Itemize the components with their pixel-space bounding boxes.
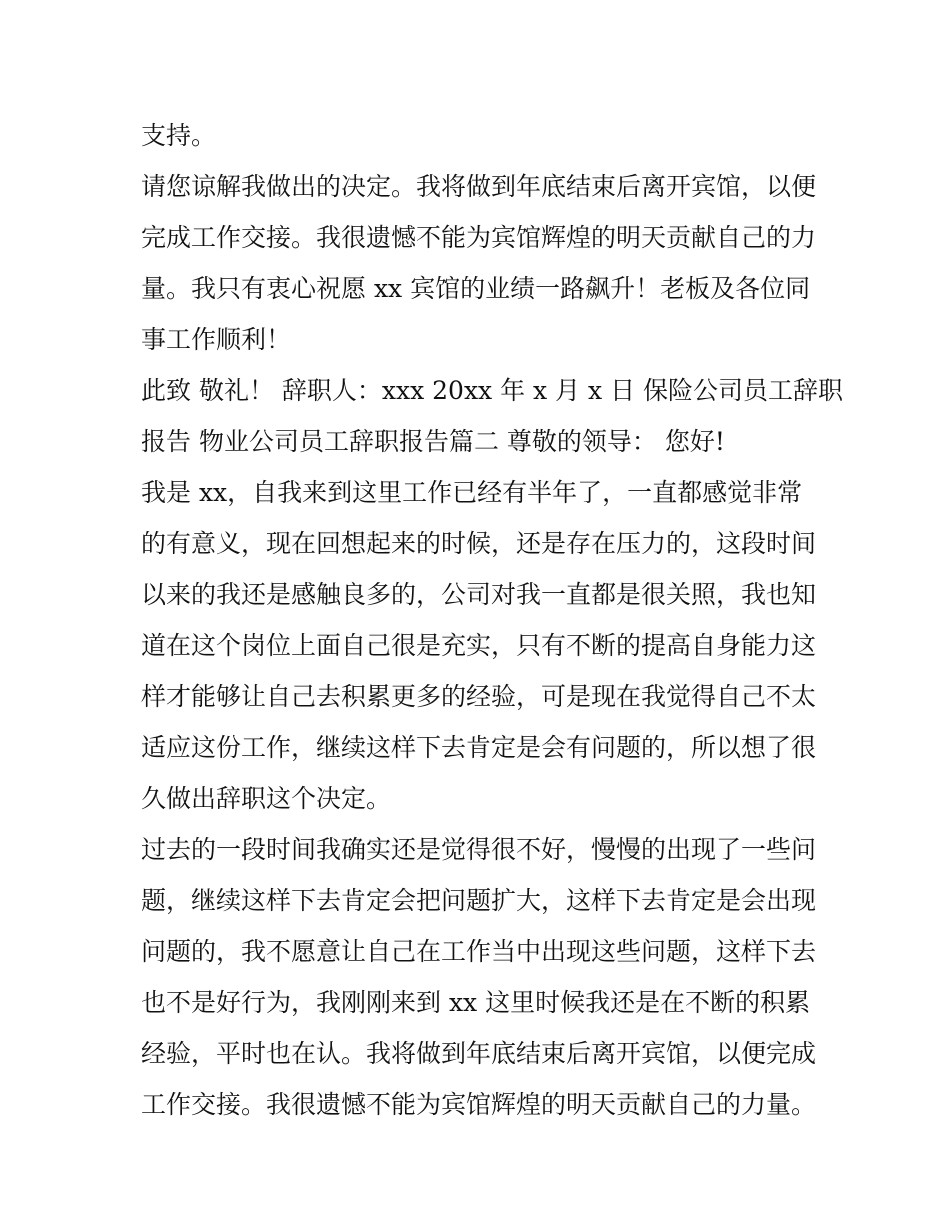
- text-line: 过去的一段时间我确实还是觉得很不好，慢慢的出现了一些问: [141, 835, 817, 864]
- text-line: 经验，平时也在认。我将做到年底结束后离开宾馆，以便完成: [141, 1039, 817, 1068]
- text-line: 量。我只有衷心祝愿 xx 宾馆的业绩一路飙升！老板及各位同: [141, 274, 811, 303]
- text-line: 完成工作交接。我很遗憾不能为宾馆辉煌的明天贡献自己的力: [141, 223, 817, 252]
- text-line: 请您谅解我做出的决定。我将做到年底结束后离开宾馆，以便: [141, 172, 817, 201]
- text-line: 以来的我还是感触良多的，公司对我一直都是很关照，我也知: [141, 580, 817, 609]
- text-line: 问题的，我不愿意让自己在工作当中出现这些问题，这样下去: [141, 937, 817, 966]
- text-line: 我是 xx，自我来到这里工作已经有半年了，一直都感觉非常: [141, 478, 803, 507]
- text-line: 的有意义，现在回想起来的时候，还是存在压力的，这段时间: [141, 529, 817, 558]
- text-line: 样才能够让自己去积累更多的经验，可是现在我觉得自己不太: [141, 682, 817, 711]
- text-line: 报告 物业公司员工辞职报告篇二 尊敬的领导： 您好!: [141, 427, 725, 456]
- text-line: 适应这份工作，继续这样下去肯定是会有问题的，所以想了很: [141, 733, 817, 762]
- text-line: 也不是好行为，我刚刚来到 xx 这里时候我还是在不断的积累: [141, 988, 811, 1017]
- text-line: 此致 敬礼！ 辞职人：xxx 20xx 年 x 月 x 日 保险公司员工辞职: [141, 376, 844, 405]
- text-line: 道在这个岗位上面自己很是充实，只有不断的提高自身能力这: [141, 631, 817, 660]
- text-line: 工作交接。我很遗憾不能为宾馆辉煌的明天贡献自己的力量。: [141, 1090, 817, 1119]
- text-line: 久做出辞职这个决定。: [141, 784, 392, 813]
- text-line: 事工作顺利！: [141, 325, 292, 354]
- text-line: 支持。: [141, 121, 217, 150]
- text-line: 题，继续这样下去肯定会把问题扩大，这样下去肯定是会出现: [141, 886, 817, 915]
- document-body: [141, 110, 844, 1130]
